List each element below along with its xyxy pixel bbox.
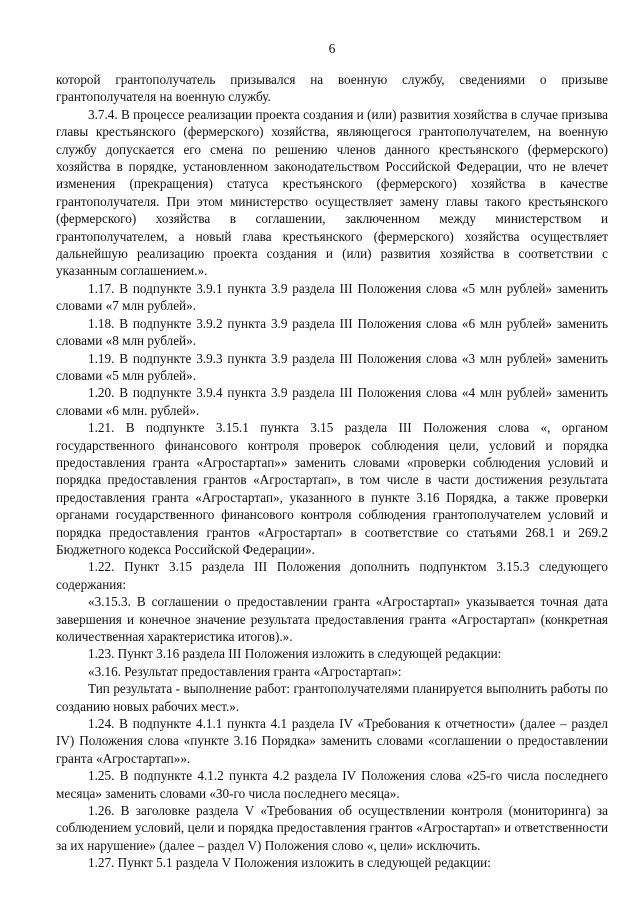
paragraph: Тип результата - выполнение работ: грантополучателями планируется выполнить работы по созданию новых рабочих мест.». bbox=[56, 681, 608, 714]
paragraph: 1.19. В подпункте 3.9.3 пункта 3.9 раздела III Положения слова «3 млн рублей» заменить словами «5 млн рублей». bbox=[56, 350, 608, 383]
paragraph: 1.25. В подпункте 4.1.2 пункта 4.2 раздела IV Положения слова «25-го числа последнего месяца» заменить словами «30-го числа последнего месяца». bbox=[56, 768, 608, 801]
paragraph: 1.23. Пункт 3.16 раздела III Положения изложить в следующей редакции: bbox=[88, 646, 502, 662]
paragraph: 1.18. В подпункте 3.9.2 пункта 3.9 раздела III Положения слова «6 млн рублей» заменить словами «8 млн рублей». bbox=[56, 315, 608, 349]
paragraph: 1.24. В подпункте 4.1.1 пункта 4.1 раздела IV «Требования к отчетности» (далее – раздел IV) Положения слова «пункте 3.16 Порядка» заменить словами «соглашении о предоставлении гранта «Агростартап»». bbox=[56, 716, 608, 766]
document-body bbox=[56, 71, 608, 872]
paragraph: которой грантополучатель призывался на военную службу, сведениями о призыве грантополучателя на военную службу. bbox=[56, 72, 608, 105]
paragraph: «3.16. Результат предоставления гранта «Агростартап»: bbox=[88, 663, 402, 679]
paragraph: «3.15.3. В соглашении о предоставлении гранта «Агростартап» указывается точная дата завершения и конечное значение результата предоставления гранта «Агростартап» (конкретная количественная характеристика итогов).». bbox=[56, 594, 608, 644]
paragraph: 1.27. Пункт 5.1 раздела V Положения изложить в следующей редакции: bbox=[88, 855, 491, 871]
paragraph: 1.22. Пункт 3.15 раздела III Положения дополнить подпунктом 3.15.3 следующего содержания: bbox=[56, 559, 608, 592]
paragraph: 1.21. В подпункте 3.15.1 пункта 3.15 раздела III Положения слова «, органом государственного финансового контроля проверок соблюдения цели, условий и порядка предоставления гранта «Агростартап»» заменить словами «проверки соблюдения условий и порядка предоставления грантов «Агростартап», в том числе в части достижения результата предоставления гранта «Агростартап», указанного в пункте 3.16 Порядка, а также проверки органами государственного финансового контроля соблюдения грантополучателем условий и порядка предоставления грантов «Агростартап» в соответствие со статьями 268.1 и 269.2 Бюджетного кодекса Российской Федерации». bbox=[56, 420, 608, 557]
paragraph: 1.17. В подпункте 3.9.1 пункта 3.9 раздела III Положения слова «5 млн рублей» заменить словами «7 млн рублей». bbox=[56, 280, 608, 314]
page-number: 6 bbox=[328, 41, 336, 56]
paragraph: 1.20. В подпункте 3.9.4 пункта 3.9 раздела III Положения слова «4 млн рублей» заменить словами «6 млн. рублей». bbox=[56, 385, 608, 418]
paragraph: 1.26. В заголовке раздела V «Требования об осуществлении контроля (мониторинга) за соблюдением условий, цели и порядка предоставления грантов «Агростартап» и ответственности за их нарушение» (далее – раздел V) Положения слово «, цели» исключить. bbox=[56, 803, 608, 853]
paragraph: 3.7.4. В процессе реализации проекта создания и (или) развития хозяйства в случае призыва главы крестьянского (фермерского) хозяйства, являющегося грантополучателем, на военную службу допускается его смена по решению членов данного крестьянского (фермерского) хозяйства в порядке, установленном законодательством Российской Федерации, что не влечет изменения (прекращения) статуса крестьянского (фермерского) хозяйства в качестве грантополучателя. При этом министерство осуществляет замену главы такого крестьянского (фермерского) хозяйства в соглашении, заключенном между министерством и грантополучателем, а новый глава крестьянского (фермерского) хозяйства осуществляет дальнейшую реализацию проекта создания и (или) развития хозяйства в соответствии с указанным соглашением.». bbox=[56, 106, 608, 279]
